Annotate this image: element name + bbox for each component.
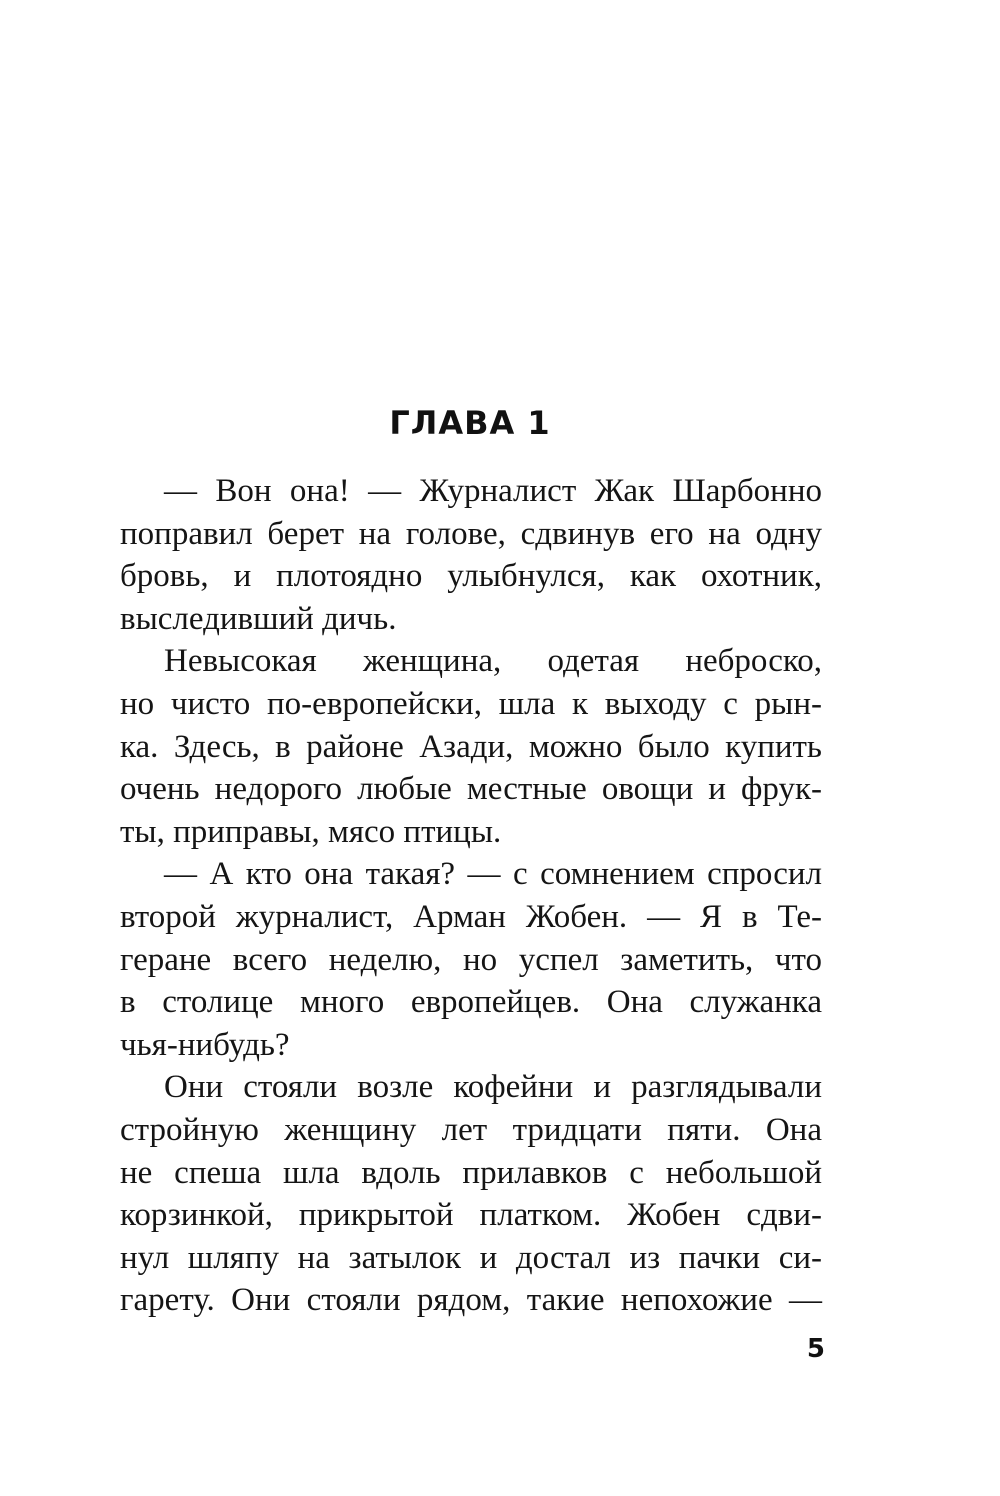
text-line: нул шляпу на затылок и достал из пачки си-: [120, 1239, 822, 1276]
paragraph: [120, 1066, 822, 1322]
paragraph: [120, 640, 822, 853]
text-line: — Вон она! — Журналист Жак Шарбонно: [164, 473, 822, 509]
page-number: 5: [806, 1334, 825, 1364]
text-line: но чисто по-европейски, шла к выходу с рын-: [120, 685, 822, 722]
text-line: выследивший дичь.: [120, 600, 397, 637]
paragraph: [120, 853, 822, 1066]
text-line: геране всего неделю, но успел заметить, что: [120, 941, 822, 978]
text-line: ка. Здесь, в районе Азади, можно было купить: [120, 728, 822, 765]
text-line: стройную женщину лет тридцати пяти. Она: [120, 1111, 822, 1148]
text-line: бровь, и плотоядно улыбнулся, как охотник,: [120, 558, 822, 595]
text-line: чья-нибудь?: [120, 1026, 290, 1063]
text-line: гарету. Они стояли рядом, такие непохожие —: [120, 1282, 822, 1319]
paragraph: [120, 470, 822, 640]
text-line: ты, приправы, мясо птицы.: [120, 813, 502, 850]
chapter-body: [120, 470, 822, 1322]
text-line: не спеша шла вдоль прилавков с небольшой: [120, 1154, 822, 1191]
text-line: Они стояли возле кофейни и разглядывали: [164, 1069, 822, 1106]
text-line: очень недорого любые местные овощи и фрук-: [120, 771, 822, 808]
text-line: Невысокая женщина, одетая неброско,: [164, 643, 822, 680]
text-line: — А кто она такая? — с сомнением спросил: [164, 856, 822, 893]
text-line: поправил берет на голове, сдвинув его на одну: [120, 515, 822, 552]
text-line: второй журналист, Арман Жобен. — Я в Те-: [120, 898, 822, 935]
text-line: корзинкой, прикрытой платком. Жобен сдви-: [120, 1197, 822, 1234]
text-line: в столице много европейцев. Она служанка: [120, 984, 822, 1021]
chapter-title: ГЛАВА 1: [389, 404, 551, 442]
